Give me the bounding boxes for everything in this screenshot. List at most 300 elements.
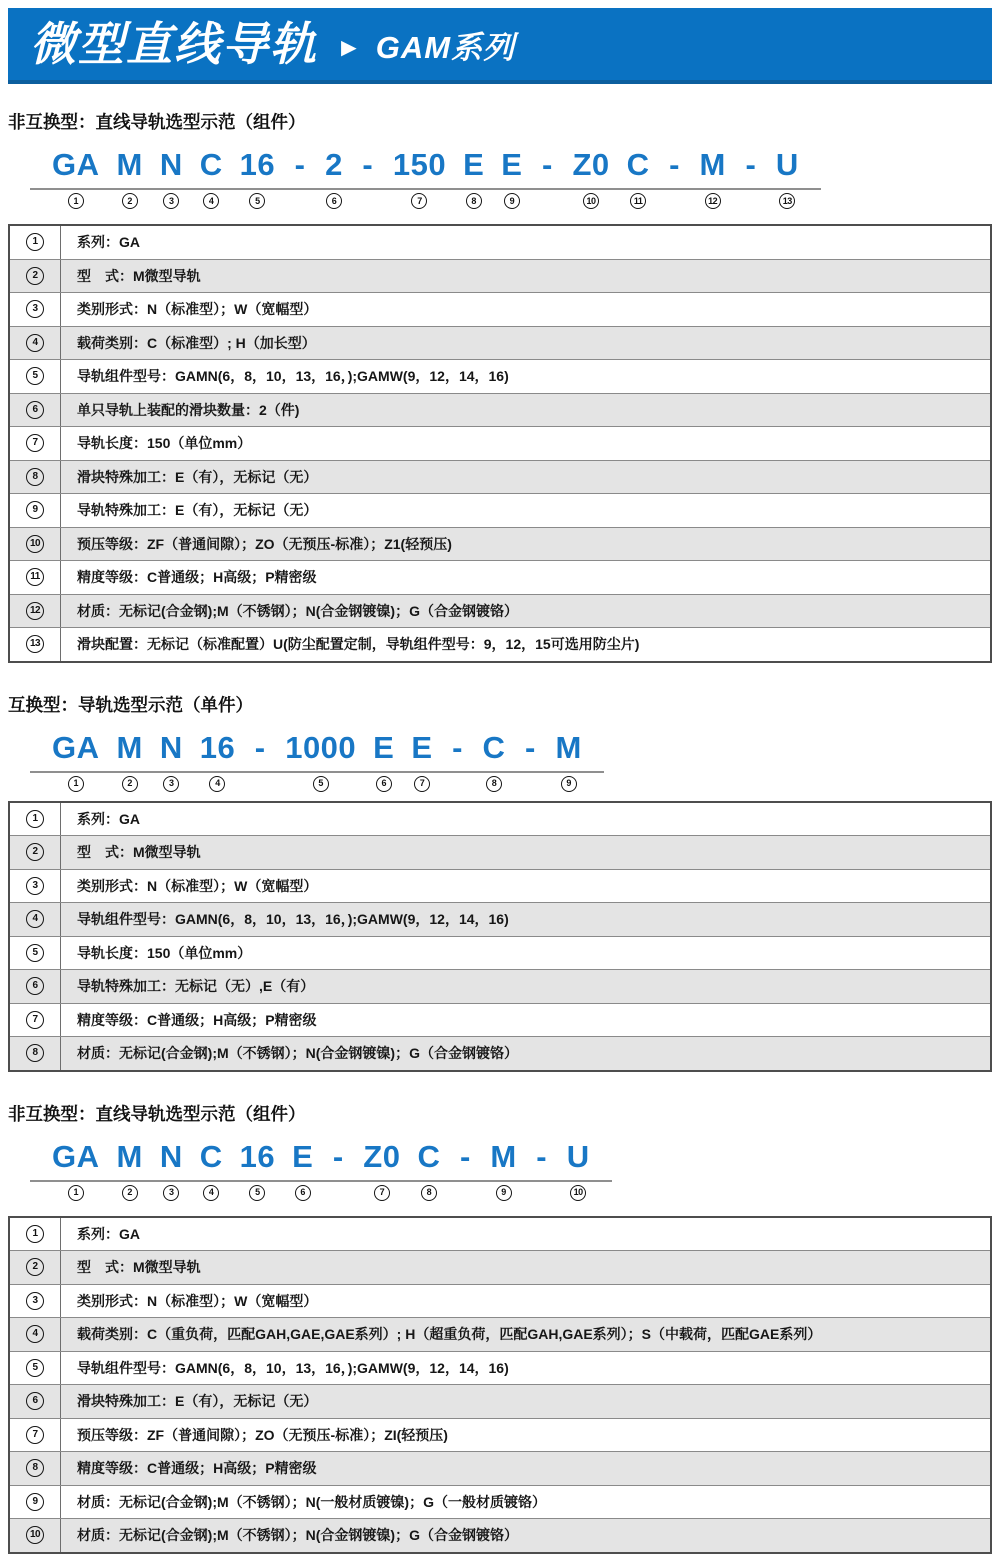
table-row [10,869,990,903]
code-token [117,729,143,792]
code-token [240,1138,275,1201]
code-token-marker [743,193,759,209]
code-token [417,1138,440,1201]
code-token-text: C [417,1138,441,1174]
code-token-text: 16 [239,147,276,182]
code-token-text: Z0 [572,147,610,182]
table-row [10,1418,990,1452]
model-code-row [52,146,799,209]
code-token [555,729,581,792]
code-token-marker [313,776,329,792]
code-dash [743,146,759,209]
code-token-text: E [292,1138,314,1174]
row-number-cell [10,561,61,594]
circled-number-marker: 3 [163,193,179,209]
circled-number-marker: 1 [68,1185,84,1201]
circled-number-marker: 5 [249,193,265,209]
code-underline [30,771,604,773]
code-token-marker [411,193,427,209]
code-token-marker [466,193,482,209]
code-token-marker [68,1185,84,1201]
row-number-cell [10,836,61,869]
row-description: 精度等级：C普通级；H高级；P精密级 [77,1011,317,1028]
spec-table [8,801,992,1072]
code-token-text: - [669,147,680,182]
circled-number-marker: 3 [26,877,44,895]
table-row [10,359,990,393]
code-token [200,1138,223,1201]
code-token-marker [522,776,538,792]
circled-number-marker: 10 [26,535,44,553]
table-row [10,803,990,836]
circled-number-marker: 8 [466,193,482,209]
circled-number-marker: 5 [26,944,44,962]
code-dash [252,729,268,792]
code-token-marker [561,776,577,792]
model-selection-section [8,1104,992,1554]
table-row [10,326,990,360]
circled-number-marker: 5 [26,1359,44,1377]
code-token-marker [583,193,599,209]
table-row [10,560,990,594]
circled-number-marker: 5 [313,776,329,792]
code-token [292,1138,313,1201]
circled-number-marker: 4 [209,776,225,792]
code-dash [360,146,376,209]
code-token-marker [163,776,179,792]
code-token-marker [295,1185,311,1201]
table-row [10,1351,990,1385]
code-token-marker [534,1185,550,1201]
spec-table [8,1216,992,1554]
circled-number-marker: 7 [414,776,430,792]
code-token-text: C [482,729,506,765]
row-description: 载荷类别：C（重负荷，匹配GAH,GAE,GAE系列）; H（超重负荷，匹配GAH,GAE系列）；S（中载荷，匹配GAE系列） [77,1326,822,1343]
spec-table [8,224,992,663]
circled-number-marker: 8 [421,1185,437,1201]
row-number-cell [10,1352,61,1385]
circled-number-marker: 6 [26,401,44,419]
circled-number-marker: 6 [295,1185,311,1201]
code-dash [522,729,538,792]
row-number-cell [10,1385,61,1418]
table-row [10,627,990,661]
circled-number-marker: 3 [163,1185,179,1201]
model-selection-section [8,112,992,663]
code-token-text: M [116,147,143,182]
code-token-text: GA [52,147,100,182]
table-row [10,426,990,460]
code-token-marker [203,193,219,209]
page-header-banner [8,8,992,84]
circled-number-marker: 13 [779,193,795,209]
row-number-cell [10,1452,61,1485]
code-token-text: 16 [199,729,236,765]
code-token [160,146,183,209]
circled-number-marker: 8 [26,468,44,486]
circled-number-marker: 9 [496,1185,512,1201]
circled-number-marker: 9 [26,501,44,519]
code-token-marker [496,1185,512,1201]
code-token-text: U [566,1138,590,1174]
row-description: 导轨特殊加工：无标记（无）,E（有） [77,978,315,995]
row-number-cell [10,226,61,259]
table-row [10,259,990,293]
code-dash [539,146,555,209]
table-row [10,493,990,527]
code-token-text: 150 [392,147,447,182]
code-token [463,146,484,209]
section-title: 非互换型：直线导轨选型示范（组件） [8,1103,306,1124]
circled-number-marker: 2 [26,843,44,861]
code-token [117,146,143,209]
circled-number-marker: 2 [26,1258,44,1276]
code-token [52,1138,100,1201]
code-token [373,729,394,792]
code-token-text: - [525,729,536,765]
circled-number-marker: 1 [68,193,84,209]
row-number-cell [10,870,61,903]
circled-number-marker: 9 [504,193,520,209]
row-description: 类别形式：N（标准型）；W（宽幅型） [77,1292,318,1309]
row-number-cell [10,803,61,836]
table-row [10,969,990,1003]
circled-number-marker: 8 [26,1459,44,1477]
circled-number-marker: 4 [203,193,219,209]
circled-number-marker: 6 [26,977,44,995]
table-row [10,1485,990,1519]
circled-number-marker: 3 [26,1292,44,1310]
code-token-text: U [775,147,799,182]
row-number-cell [10,903,61,936]
code-token-marker [421,1185,437,1201]
row-number-cell [10,1004,61,1037]
row-description: 预压等级：ZF（普通间隙）；ZO（无预压-标准）；ZI(轻预压) [77,1426,448,1443]
code-token-text: M [116,729,143,765]
circled-number-marker: 5 [26,367,44,385]
circled-number-marker: 10 [570,1185,586,1201]
code-token-text: - [362,147,374,182]
row-description: 材质：无标记(合金钢);M（不锈钢）；N(一般材质镀镍)；G（一般材质镀铬） [77,1493,546,1510]
code-token [200,729,235,792]
circled-number-marker: 3 [26,300,44,318]
circled-number-marker: 6 [376,776,392,792]
code-token [117,1138,143,1201]
row-number-cell [10,260,61,293]
code-token-marker [450,776,466,792]
code-token [776,146,799,209]
code-token-marker [539,193,555,209]
row-description: 系列：GA [77,234,140,251]
code-token-text: - [536,1138,548,1174]
series-label: GAM系列 [375,29,516,65]
table-row [10,1284,990,1318]
circled-number-marker: 8 [486,776,502,792]
row-description: 类别形式：N（标准型）；W（宽幅型） [77,301,318,318]
code-token-text: N [159,1138,183,1174]
row-description: 系列：GA [77,1225,140,1242]
code-token-text: Z0 [363,1138,401,1174]
code-token-marker [203,1185,219,1201]
circled-number-marker: 11 [630,193,646,209]
row-description: 滑块特殊加工：E（有），无标记（无） [77,1393,318,1410]
row-description: 类别形式：N（标准型）；W（宽幅型） [77,877,318,894]
code-token-text: E [411,729,433,765]
circled-number-marker: 4 [203,1185,219,1201]
row-number-cell [10,327,61,360]
circled-number-marker: 6 [26,1392,44,1410]
code-token [200,146,223,209]
row-number-cell [10,1037,61,1070]
row-description: 载荷类别：C（标准型）; H（加长型） [77,334,316,351]
row-description: 精度等级：C普通级；H高级；P精密级 [77,569,317,586]
table-row [10,1218,990,1251]
model-selection-section [8,695,992,1072]
circled-number-marker: 3 [163,776,179,792]
row-description: 系列：GA [77,810,140,827]
code-token-text: - [332,1138,344,1174]
row-number-cell [10,1486,61,1519]
code-token-marker [122,1185,138,1201]
code-token [240,146,275,209]
circled-number-marker: 12 [26,602,44,620]
table-row [10,1384,990,1418]
row-description: 导轨组件型号：GAMN(6，8，10，13，16，);GAMW(9，12，14，16) [77,1359,509,1376]
code-token-marker [376,776,392,792]
circled-number-marker: 9 [561,776,577,792]
row-description: 滑块配置：无标记（标准配置）U(防尘配置定制，导轨组件型号：9，12，15可选用防尘片) [77,636,640,653]
row-number-cell [10,1318,61,1351]
code-token-marker [68,193,84,209]
code-token-marker [330,1185,346,1201]
code-token-text: E [463,147,485,182]
code-token-text: - [254,729,266,765]
code-token [627,146,650,209]
table-row [10,1036,990,1070]
table-row [10,1451,990,1485]
circled-number-marker: 1 [26,233,44,251]
code-token-text: - [745,147,757,182]
code-underline [30,1180,612,1182]
section-title: 互换型：导轨选型示范（单件） [8,694,253,715]
row-number-cell [10,1218,61,1251]
model-code-row [52,729,582,792]
code-token-marker [122,193,138,209]
circled-number-marker: 7 [374,1185,390,1201]
code-dash [292,146,308,209]
circled-number-marker: 4 [26,334,44,352]
code-token-marker [163,193,179,209]
code-token-text: N [159,729,183,765]
circled-number-marker: 13 [26,635,44,653]
code-token-text: 16 [239,1138,276,1174]
row-description: 型 式：M微型导轨 [77,1259,201,1276]
row-number-cell [10,461,61,494]
code-token-text: 1000 [285,729,357,765]
row-number-cell [10,595,61,628]
circled-number-marker: 7 [411,193,427,209]
code-token [285,729,356,792]
code-token [393,146,446,209]
table-row [10,460,990,494]
row-description: 预压等级：ZF（普通间隙）；ZO（无预压-标准）；Z1(轻预压) [77,535,452,552]
circled-number-marker: 1 [68,776,84,792]
row-number-cell [10,293,61,326]
code-token-text: - [542,147,553,182]
arrow-right-icon: ► [336,32,362,62]
model-code [30,729,604,792]
row-description: 材质：无标记(合金钢);M（不锈钢）；N(合金钢镀镍)；G（合金钢镀铬） [77,602,518,619]
row-number-cell [10,394,61,427]
code-token [363,1138,400,1201]
section-title: 非互换型：直线导轨选型示范（组件） [8,112,306,132]
table-row [10,226,990,259]
code-token-marker [68,776,84,792]
code-token-text: - [459,1138,471,1174]
code-token-text: 2 [325,147,343,182]
circled-number-marker: 1 [26,810,44,828]
circled-number-marker: 5 [249,1185,265,1201]
circled-number-marker: 10 [583,193,599,209]
table-row [10,393,990,427]
code-token-marker [414,776,430,792]
code-token-marker [360,193,376,209]
row-number-cell [10,1251,61,1284]
row-description: 型 式：M微型导轨 [77,844,201,861]
circled-number-marker: 11 [26,568,44,586]
code-underline [30,188,821,190]
circled-number-marker: 2 [122,193,138,209]
sections-container [8,112,992,1554]
row-description: 导轨组件型号：GAMN(6，8，10，13，16，);GAMW(9，12，14，16) [77,368,509,385]
code-token-text: - [452,729,463,765]
code-token [160,1138,183,1201]
code-token-marker [163,1185,179,1201]
code-token-marker [249,1185,265,1201]
row-description: 材质：无标记(合金钢);M（不锈钢）；N(合金钢镀镍)；G（合金钢镀铬） [77,1045,518,1062]
code-token-marker [504,193,520,209]
code-token [325,146,343,209]
model-code [30,1138,612,1201]
code-token-text: GA [52,729,100,765]
row-number-cell [10,494,61,527]
code-token [700,146,726,209]
code-token-marker [122,776,138,792]
row-description: 材质：无标记(合金钢);M（不锈钢）；N(合金钢镀镍)；G（合金钢镀铬） [77,1527,518,1544]
row-description: 导轨长度：150（单位mm） [77,944,252,961]
circled-number-marker: 7 [26,434,44,452]
code-dash [667,146,683,209]
model-code-row [52,1138,590,1201]
table-row [10,1317,990,1351]
table-row [10,902,990,936]
code-token-text: N [159,147,183,182]
code-token-marker [667,193,683,209]
code-token [160,729,183,792]
page-title: 微型直线导轨 [30,18,318,70]
row-description: 导轨长度：150（单位mm） [77,435,252,452]
code-token-text: C [199,1138,223,1174]
code-token [411,729,432,792]
circled-number-marker: 4 [26,1325,44,1343]
model-code [30,146,821,209]
row-description: 滑块特殊加工：E（有），无标记（无） [77,468,318,485]
code-token-text: M [699,147,726,182]
code-token-marker [292,193,308,209]
circled-number-marker: 2 [122,776,138,792]
code-token-marker [570,1185,586,1201]
row-description: 单只导轨上装配的滑块数量：2（件) [77,401,300,418]
row-description: 导轨组件型号：GAMN(6，8，10，13，16，);GAMW(9，12，14，16) [77,911,509,928]
code-token-marker [779,193,795,209]
code-token [483,729,506,792]
circled-number-marker: 10 [26,1526,44,1544]
row-number-cell [10,1419,61,1452]
table-row [10,835,990,869]
circled-number-marker: 12 [705,193,721,209]
code-token-text: GA [52,1138,100,1174]
code-token [501,146,522,209]
code-token-text: C [626,147,650,182]
circled-number-marker: 8 [26,1044,44,1062]
code-token [52,729,100,792]
table-row [10,936,990,970]
code-token-marker [630,193,646,209]
circled-number-marker: 9 [26,1493,44,1511]
code-token-marker [374,1185,390,1201]
code-dash [330,1138,346,1201]
table-row [10,1003,990,1037]
circled-number-marker: 4 [26,910,44,928]
circled-number-marker: 7 [26,1011,44,1029]
row-number-cell [10,1519,61,1552]
code-token-marker [209,776,225,792]
row-number-cell [10,427,61,460]
code-token-text: - [294,147,306,182]
row-description: 型 式：M微型导轨 [77,267,201,284]
code-token [567,1138,590,1201]
code-token-text: M [555,729,582,765]
code-token-text: E [501,147,523,182]
row-number-cell [10,937,61,970]
code-token [572,146,609,209]
code-token-marker [705,193,721,209]
row-number-cell [10,528,61,561]
code-token-marker [252,776,268,792]
circled-number-marker: 7 [26,1426,44,1444]
circled-number-marker: 2 [122,1185,138,1201]
code-dash [450,729,466,792]
row-number-cell [10,970,61,1003]
code-token-marker [249,193,265,209]
code-token-text: C [199,147,223,182]
code-token [490,1138,516,1201]
code-dash [534,1138,550,1201]
code-token-marker [457,1185,473,1201]
code-dash [457,1138,473,1201]
circled-number-marker: 6 [326,193,342,209]
row-number-cell [10,628,61,661]
table-row [10,1518,990,1552]
row-description: 导轨特殊加工：E（有），无标记（无） [77,502,318,519]
code-token [52,146,100,209]
circled-number-marker: 1 [26,1225,44,1243]
circled-number-marker: 2 [26,267,44,285]
code-token-marker [486,776,502,792]
code-token-marker [326,193,342,209]
table-row [10,594,990,628]
table-row [10,292,990,326]
